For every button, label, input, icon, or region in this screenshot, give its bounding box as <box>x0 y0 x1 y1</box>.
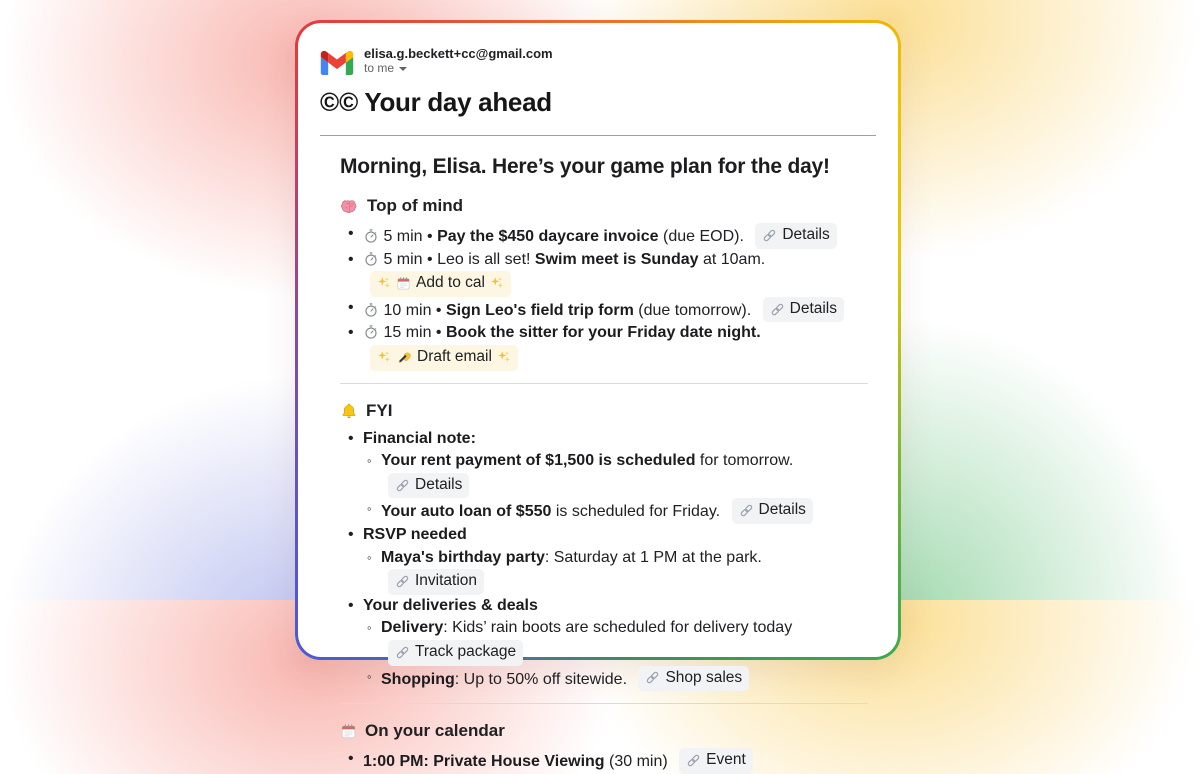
section-divider <box>340 383 868 384</box>
event-link-chip[interactable] <box>679 748 753 774</box>
chip-label: Details <box>758 501 806 519</box>
item-text: (30 min) <box>604 752 668 770</box>
item-text: : Up to 50% off sitewide. <box>454 670 628 688</box>
item-text-bold: Swim meet is Sunday <box>534 250 699 268</box>
todo-item <box>340 297 868 323</box>
section-divider <box>340 703 868 704</box>
item-text-bold: Your rent payment of $1,500 is scheduled <box>381 452 696 470</box>
recipient-label: to me <box>364 61 395 75</box>
group-heading-text: Your deliveries & deals <box>363 596 538 614</box>
item-text: (due tomorrow). <box>633 301 752 319</box>
section-title-label: FYI <box>366 400 393 420</box>
calendar-item <box>340 748 868 774</box>
draft-email-chip[interactable] <box>370 345 518 371</box>
stopwatch-icon <box>363 228 379 244</box>
calendar-icon <box>396 276 411 291</box>
sparkles-icon <box>497 350 511 364</box>
subject-text: Your day ahead <box>364 87 552 117</box>
chip-label: Invitation <box>415 572 478 590</box>
time-estimate: 10 min • <box>383 302 446 319</box>
item-text-bold: Pay the $450 daycare invoice <box>437 227 659 245</box>
item-text: : Kids’ rain boots are scheduled for delivery today <box>443 619 793 637</box>
section-title-label: Top of mind <box>367 196 463 215</box>
email-card <box>298 23 898 770</box>
stopwatch-icon <box>363 302 379 318</box>
stopwatch-icon <box>363 324 379 340</box>
chip-label: Details <box>415 475 463 493</box>
recipient-dropdown[interactable] <box>364 61 553 76</box>
fyi-subitem <box>340 617 868 665</box>
greeting-heading: Morning, Elisa. Here’s your game plan for the day! <box>340 155 830 178</box>
item-text-bold: Sign Leo's field trip form <box>445 301 634 319</box>
sparkles-icon <box>377 276 391 290</box>
item-text: Leo is all set! <box>437 250 535 268</box>
email-body <box>340 155 876 774</box>
todo-item <box>340 249 868 297</box>
chip-label: Details <box>782 226 830 243</box>
section-title-calendar <box>340 721 868 741</box>
header-divider <box>320 135 876 136</box>
chip-label: Shop sales <box>665 668 743 686</box>
time-estimate: 15 min • <box>383 324 446 341</box>
link-icon <box>395 574 410 589</box>
gmail-logo-icon <box>320 48 354 75</box>
link-icon <box>686 753 701 768</box>
chip-label: Details <box>789 299 838 317</box>
section-title-label: On your calendar <box>365 721 505 741</box>
link-icon <box>739 503 754 518</box>
item-text: : Saturday at 1 PM at the park. <box>544 548 762 566</box>
time-estimate: 5 min • <box>383 251 437 268</box>
chip-label: Track package <box>415 642 517 660</box>
todo-item <box>340 223 868 249</box>
chip-label: Add to cal <box>416 274 485 292</box>
fyi-subitem <box>340 450 868 498</box>
writing-hand-icon <box>396 349 412 365</box>
fyi-group-heading <box>340 428 868 451</box>
chip-label: Event <box>706 751 746 769</box>
cc-glyphs-icon: ©© <box>320 87 359 117</box>
fyi-group-heading <box>340 524 868 547</box>
item-text-bold: Your auto loan of $550 <box>381 503 552 521</box>
bell-icon <box>340 402 358 420</box>
brain-icon <box>340 197 359 216</box>
fyi-list <box>340 428 868 692</box>
chip-label: Draft email <box>417 347 492 365</box>
details-link-chip[interactable] <box>732 498 813 524</box>
section-title-fyi <box>340 401 868 421</box>
calendar-list <box>340 748 868 774</box>
fyi-subitem <box>340 547 868 595</box>
item-text-bold: 1:00 PM: Private House Viewing <box>363 752 605 770</box>
item-text-bold: Shopping <box>381 670 455 688</box>
link-icon <box>395 645 410 660</box>
time-estimate: 5 min • <box>383 228 437 245</box>
add-to-cal-chip[interactable] <box>370 271 511 297</box>
item-text: for tomorrow. <box>695 452 794 470</box>
email-subject <box>320 87 876 118</box>
email-card-gradient-border <box>295 20 901 770</box>
item-text: is scheduled for Friday. <box>551 503 721 521</box>
group-heading-text: RSVP needed <box>363 525 467 543</box>
details-link-chip[interactable] <box>763 297 844 323</box>
todo-item <box>340 322 868 370</box>
sender-header <box>320 46 876 76</box>
invitation-link-chip[interactable] <box>388 569 484 595</box>
link-icon <box>762 228 777 243</box>
track-package-chip[interactable] <box>388 640 523 666</box>
details-link-chip[interactable] <box>388 473 469 499</box>
fyi-subitem <box>340 666 868 692</box>
sparkles-icon <box>377 350 391 364</box>
section-title-top-of-mind <box>340 196 868 216</box>
link-icon <box>645 670 660 685</box>
calendar-icon <box>340 723 357 740</box>
fyi-group-heading <box>340 595 868 618</box>
item-text-bold: Book the sitter for your Friday date night. <box>445 324 761 342</box>
sender-email: elisa.g.beckett+cc@gmail.com <box>364 46 553 61</box>
shop-sales-chip[interactable] <box>638 666 749 692</box>
group-heading-text: Financial note: <box>363 429 476 447</box>
item-text-bold: Delivery <box>381 619 444 637</box>
top-of-mind-list <box>340 223 868 371</box>
item-text: at 10am. <box>698 250 766 268</box>
sparkles-icon <box>490 276 504 290</box>
link-icon <box>395 478 410 493</box>
stopwatch-icon <box>363 251 379 267</box>
item-text-bold: Maya's birthday party <box>381 548 545 566</box>
fyi-subitem <box>340 498 868 524</box>
chevron-down-icon <box>399 67 407 71</box>
item-text: (due EOD). <box>658 227 744 245</box>
details-link-chip[interactable] <box>755 223 836 249</box>
link-icon <box>770 302 785 317</box>
